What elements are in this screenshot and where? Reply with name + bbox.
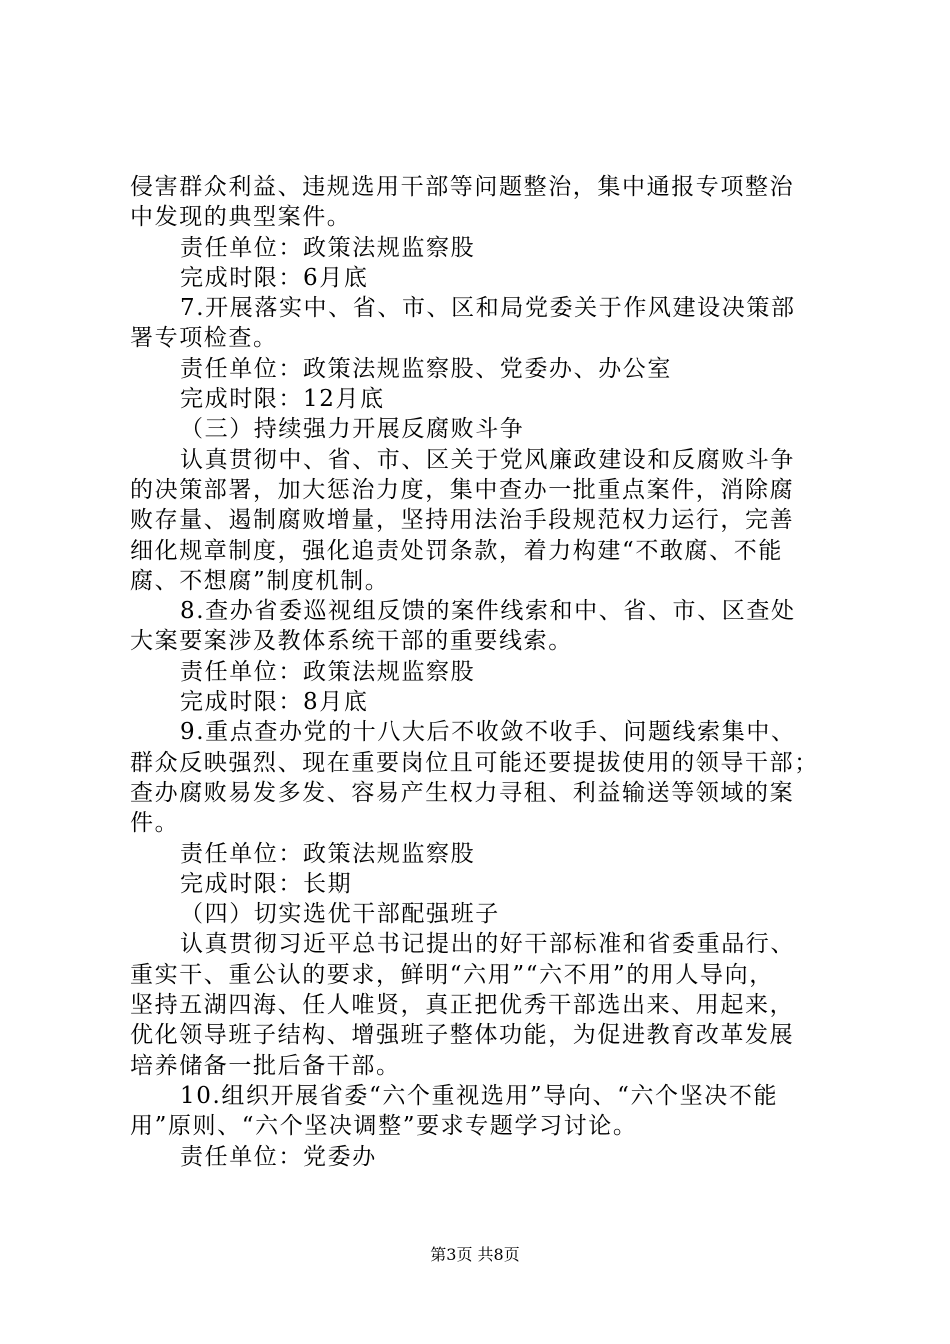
- text-line: 责任单位：政策法规监察股: [180, 234, 476, 261]
- text-line: 培养储备一批后备干部。: [130, 1052, 401, 1079]
- text-line: 责任单位：党委办: [180, 1143, 377, 1170]
- text-line: 优化领导班子结构、增强班子整体功能，为促进教育改革发展: [130, 1022, 795, 1049]
- text-line: 侵害群众利益、违规选用干部等问题整治，集中通报专项整治: [130, 174, 795, 200]
- text-line: 7.开展落实中、省、市、区和局党委关于作风建设决策部: [180, 295, 796, 322]
- text-line: 败存量、遏制腐败增量，坚持用法治手段规范权力运行，完善: [130, 507, 795, 534]
- text-line: （三）持续强力开展反腐败斗争: [180, 416, 525, 443]
- text-line: 8.查办省委巡视组反馈的案件线索和中、省、市、区查处: [180, 598, 796, 625]
- text-line: 重实干、重公认的要求，鲜明“六用”“六不用”的用人导向，: [130, 961, 774, 988]
- text-line: 责任单位：政策法规监察股: [180, 658, 476, 685]
- page-footer: 第3页 共8页: [430, 1245, 520, 1264]
- text-line: 的决策部署，加大惩治力度，集中查办一批重点案件，消除腐: [130, 476, 795, 503]
- text-line: 认真贯彻习近平总书记提出的好干部标准和省委重品行、: [180, 931, 795, 958]
- text-line: （四）切实选优干部配强班子: [180, 901, 500, 928]
- text-line: 查办腐败易发多发、容易产生权力寻租、利益输送等领域的案: [130, 779, 795, 806]
- text-line: 坚持五湖四海、任人唯贤，真正把优秀干部选出来、用起来，: [130, 992, 795, 1019]
- text-line: 10.组织开展省委“六个重视选用”导向、“六个坚决不能: [180, 1082, 779, 1109]
- text-line: 用”原则、“六个坚决调整”要求专题学习讨论。: [130, 1113, 638, 1140]
- text-line: 件。: [130, 810, 180, 837]
- text-line: 9.重点查办党的十八大后不收敛不收手、问题线索集中、: [180, 719, 796, 746]
- text-line: 中发现的典型案件。: [130, 204, 352, 231]
- text-line: 细化规章制度，强化追责处罚条款，着力构建“不敢腐、不能: [130, 537, 783, 564]
- text-line: 责任单位：政策法规监察股、党委办、办公室: [180, 355, 672, 382]
- text-line: 认真贯彻中、省、市、区关于党风廉政建设和反腐败斗争: [180, 446, 795, 473]
- text-line: 完成时限：12月底: [180, 386, 385, 413]
- text-line: 完成时限：8月底: [180, 689, 369, 716]
- text-line: 责任单位：政策法规监察股: [180, 840, 476, 867]
- text-line: 完成时限：6月底: [180, 264, 369, 291]
- text-line: 群众反映强烈、现在重要岗位且可能还要提拔使用的领导干部；: [130, 749, 819, 776]
- document-body: [130, 172, 830, 1172]
- text-line: 完成时限：长期: [180, 870, 353, 897]
- text-line: 大案要案涉及教体系统干部的重要线索。: [130, 628, 573, 655]
- text-line: 腐、不想腐”制度机制。: [130, 567, 390, 594]
- text-line: 署专项检查。: [130, 325, 278, 352]
